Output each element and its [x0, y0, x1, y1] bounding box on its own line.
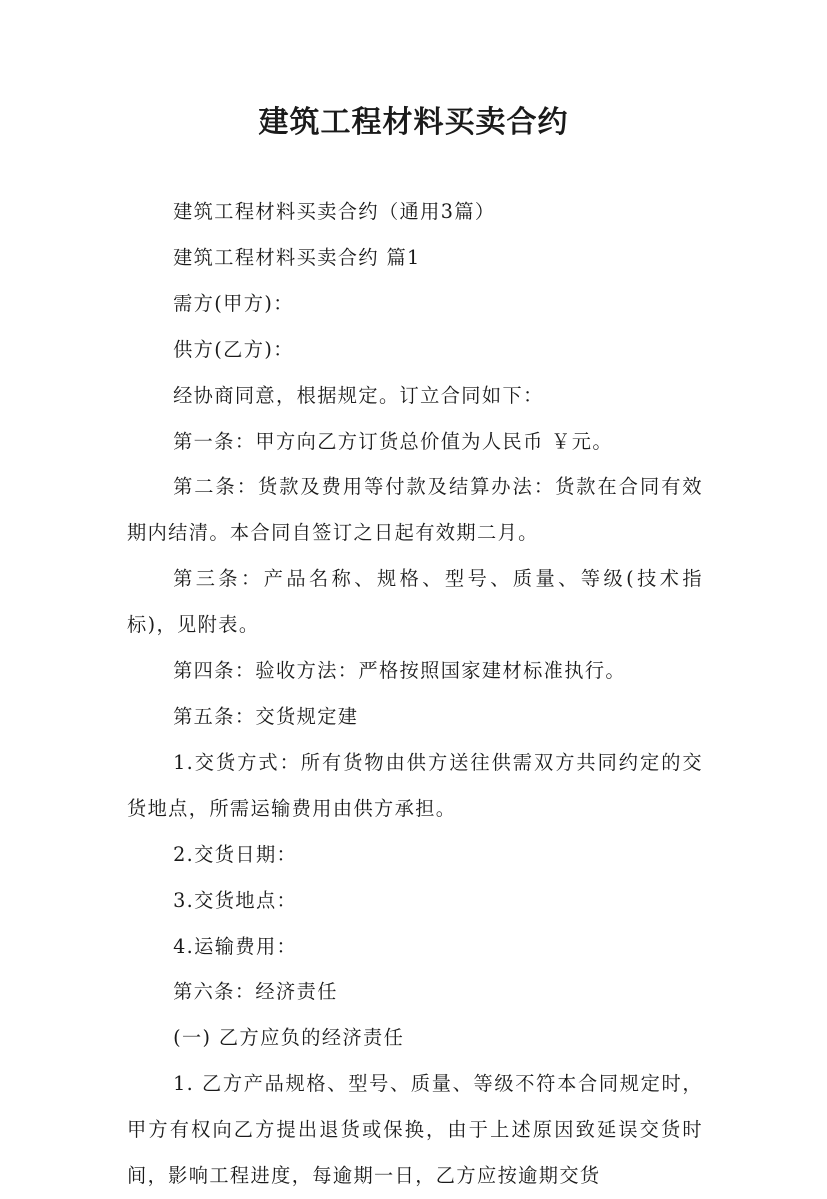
paragraph-preamble: 经协商同意，根据规定。订立合同如下：: [173, 383, 544, 407]
paragraph-party-a: 需方(甲方)：: [173, 291, 294, 315]
paragraph-article-1: 第一条：甲方向乙方订货总价值为人民币 ￥元。: [173, 429, 613, 453]
paragraph-section-heading: 建筑工程材料买卖合约 篇1: [173, 245, 421, 269]
paragraph-party-b-liability: (一) 乙方应负的经济责任: [173, 1026, 405, 1050]
paragraph-delivery-method: 1.交货方式：所有货物由供方送往供需双方共同约定的交货地点，所需运输费用由供方承担。: [127, 750, 703, 820]
document-title: 建筑工程材料买卖合约: [258, 105, 569, 140]
paragraph-delivery-place: 3.交货地点：: [173, 888, 298, 912]
document-body: [127, 189, 703, 1199]
paragraph-article-4: 第四条：验收方法：严格按照国家建材标准执行。: [173, 659, 627, 683]
paragraph-transport-cost: 4.运输费用：: [173, 934, 298, 958]
paragraph-delivery-date: 2.交货日期：: [173, 842, 298, 866]
paragraph-liability-item-1: 1. 乙方产品规格、型号、质量、等级不符本合同规定时，甲方有权向乙方提出退货或保换，由于上述原因致延误交货时间，影响工程进度，每逾期一日，乙方应按逾期交货: [127, 1072, 703, 1188]
paragraph-article-3: 第三条：产品名称、规格、型号、质量、等级(技术指标)，见附表。: [127, 567, 703, 637]
paragraph-article-2: 第二条：货款及费用等付款及结算办法：货款在合同有效期内结清。本合同自签订之日起有效期二月。: [127, 475, 703, 545]
paragraph-party-b: 供方(乙方)：: [173, 337, 294, 361]
paragraph-article-5: 第五条：交货规定建: [173, 704, 359, 728]
paragraph-article-6: 第六条：经济责任: [173, 980, 338, 1004]
paragraph-subtitle: 建筑工程材料买卖合约（通用3篇）: [173, 200, 496, 223]
